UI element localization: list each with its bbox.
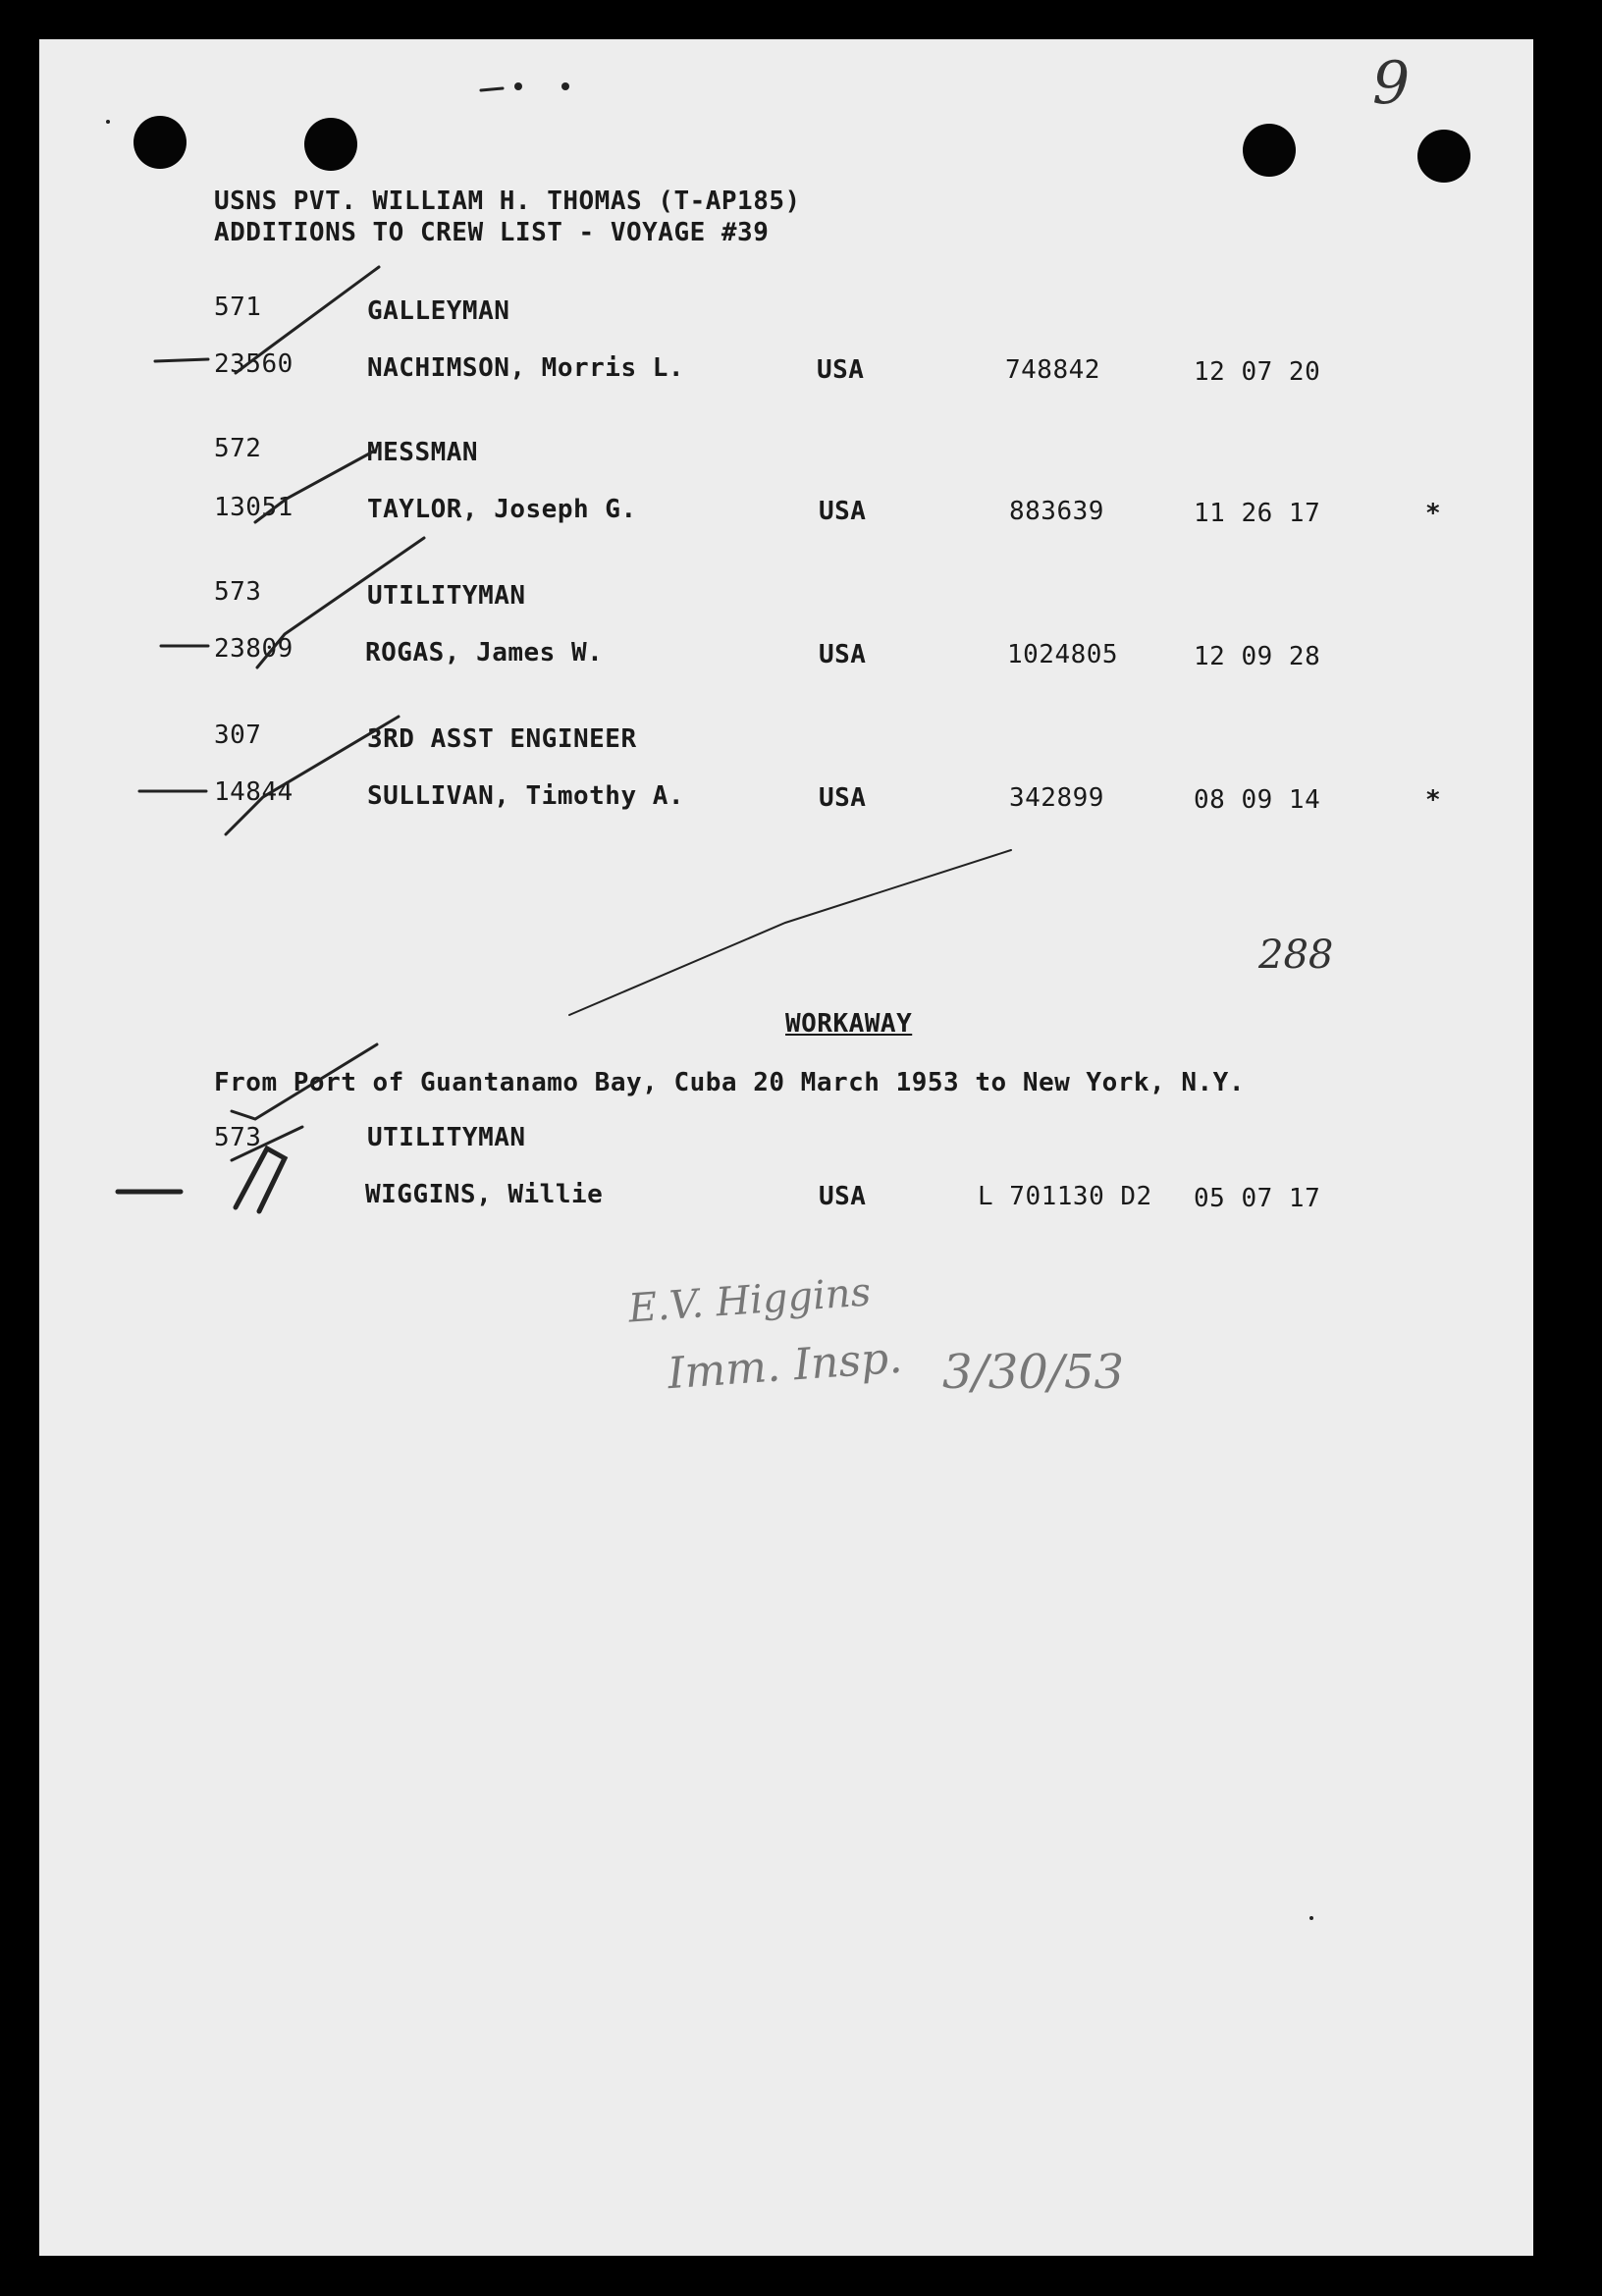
crew-name: ROGAS, James W. [365, 638, 604, 667]
birth-date: 05 07 17 [1194, 1184, 1321, 1213]
check-mark [232, 1044, 377, 1119]
birth-date: 12 07 20 [1194, 357, 1321, 387]
rating: 3RD ASST ENGINEER [367, 724, 637, 754]
ink-speck [1309, 1916, 1313, 1920]
document-number: 342899 [1009, 783, 1104, 813]
header-line-1: USNS PVT. WILLIAM H. THOMAS (T-AP185) [214, 187, 801, 216]
citizenship: USA [817, 355, 865, 385]
ink-speck [561, 82, 569, 90]
rating: GALLEYMAN [367, 296, 510, 326]
citizenship: USA [819, 497, 867, 526]
crew-name: TAYLOR, Joseph G. [367, 495, 637, 524]
ink-speck [514, 82, 522, 90]
pencil-annotations [39, 39, 1533, 2256]
billet-number: 307 [214, 721, 262, 750]
workaway-heading: WORKAWAY [785, 1009, 913, 1039]
crew-name: WIGGINS, Willie [365, 1180, 604, 1209]
asterisk-mark: * [1425, 499, 1442, 528]
citizenship: USA [819, 640, 867, 669]
billet-number: 571 [214, 293, 262, 322]
crew-id: 23560 [214, 349, 294, 379]
check-mark [236, 1148, 285, 1211]
crew-id: 13051 [214, 493, 294, 522]
billet-number: 572 [214, 434, 262, 463]
birth-date: 11 26 17 [1194, 499, 1321, 528]
signature-name: E.V. Higgins [626, 1269, 873, 1332]
crew-id: 23809 [214, 634, 294, 664]
check-mark [226, 717, 399, 834]
rating: UTILITYMAN [367, 581, 526, 611]
ink-speck [106, 120, 110, 124]
crew-name: NACHIMSON, Morris L. [367, 353, 685, 383]
crew-name: SULLIVAN, Timothy A. [367, 781, 685, 811]
document-number: 883639 [1009, 497, 1104, 526]
rating: MESSMAN [367, 438, 479, 467]
workaway-route: From Port of Guantanamo Bay, Cuba 20 March 1953 to New York, N.Y. [214, 1068, 1245, 1097]
document-page [39, 39, 1533, 2256]
check-mark [257, 538, 424, 667]
document-number: 748842 [1005, 355, 1100, 385]
asterisk-mark: * [1425, 785, 1442, 815]
rating: UTILITYMAN [367, 1123, 526, 1152]
crew-id: 14844 [214, 777, 294, 807]
diagonal-stroke [569, 850, 1011, 1015]
document-number: L 701130 D2 [978, 1182, 1152, 1211]
handwritten-tally: 288 [1258, 933, 1334, 978]
document-number: 1024805 [1007, 640, 1119, 669]
check-mark [255, 452, 373, 522]
billet-number: 573 [214, 1123, 262, 1152]
ink-speck [481, 88, 503, 90]
margin-dash [155, 359, 208, 361]
birth-date: 12 09 28 [1194, 642, 1321, 671]
citizenship: USA [819, 783, 867, 813]
signature-title: Imm. Insp. [666, 1332, 904, 1400]
check-mark [232, 1127, 302, 1160]
check-mark [236, 267, 379, 373]
billet-number: 573 [214, 577, 262, 607]
birth-date: 08 09 14 [1194, 785, 1321, 815]
signature-date: 3/30/53 [942, 1345, 1125, 1400]
citizenship: USA [819, 1182, 867, 1211]
header-line-2: ADDITIONS TO CREW LIST - VOYAGE #39 [214, 218, 770, 247]
page-number: 9 [1372, 49, 1411, 118]
